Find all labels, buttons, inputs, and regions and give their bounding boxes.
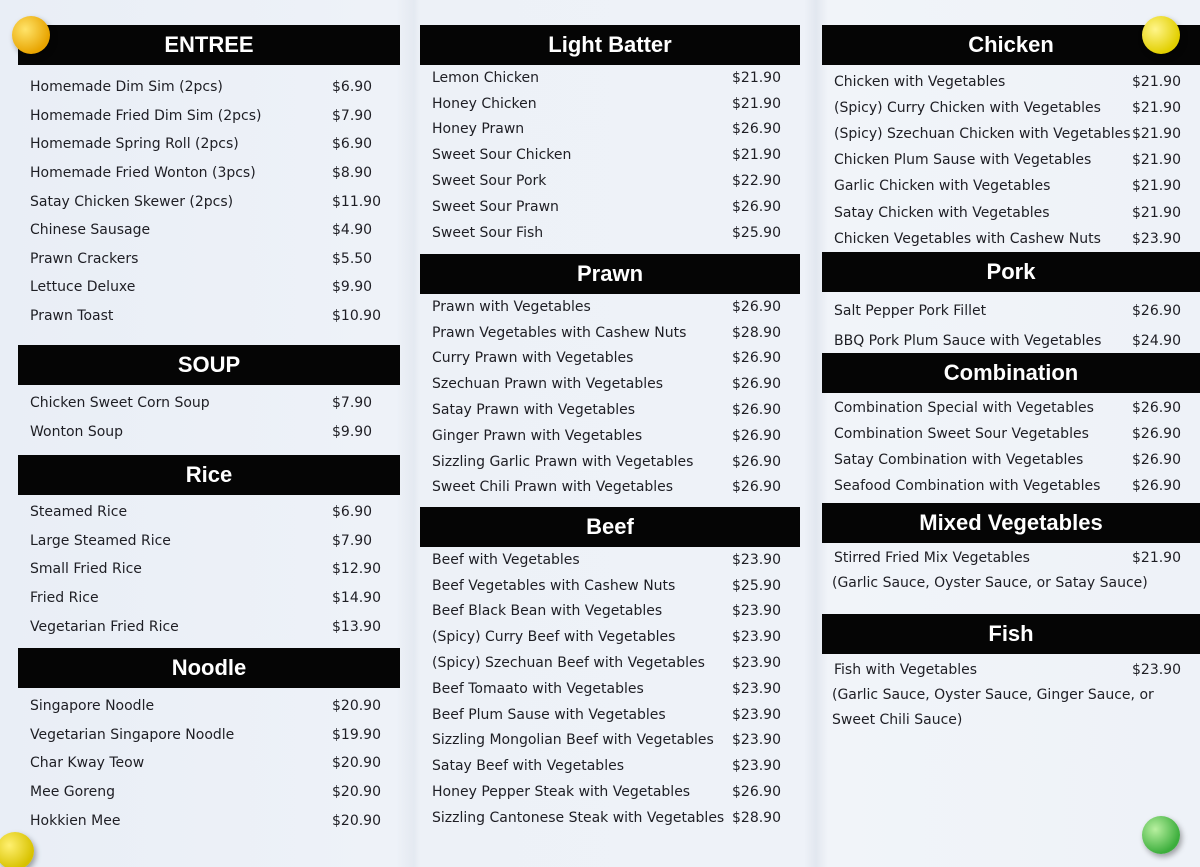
item-price: $20.90 xyxy=(332,698,381,715)
item-name: Beef Tomaato with Vegetables xyxy=(432,680,644,697)
item-price: $21.90 xyxy=(1132,152,1181,169)
item-name: Homemade Dim Sim (2pcs) xyxy=(30,79,223,96)
item-name: Seafood Combination with Vegetables xyxy=(834,478,1101,495)
section-title: Chicken xyxy=(822,25,1200,65)
item-price: $26.90 xyxy=(732,402,781,419)
item-name: Prawn Vegetables with Cashew Nuts xyxy=(432,324,687,341)
item-price: $9.90 xyxy=(332,279,373,296)
item-list xyxy=(18,65,400,330)
item-name: Homemade Fried Dim Sim (2pcs) xyxy=(30,107,262,124)
item-name: Chicken Sweet Corn Soup xyxy=(30,395,210,412)
item-price: $26.90 xyxy=(1132,400,1181,417)
menu-item xyxy=(30,612,394,641)
item-price: $28.90 xyxy=(732,809,781,826)
menu-item xyxy=(432,423,794,449)
section-title: Combination xyxy=(822,353,1200,393)
menu-item xyxy=(30,584,394,613)
item-name: Satay Prawn with Vegetables xyxy=(432,402,636,419)
item-price: $20.90 xyxy=(332,812,381,829)
item-name: Char Kway Teow xyxy=(30,755,145,772)
menu-item xyxy=(834,545,1194,571)
item-price: $5.50 xyxy=(332,250,373,267)
menu-item xyxy=(30,273,394,302)
item-list xyxy=(822,654,1200,683)
item-name: Honey Chicken xyxy=(432,95,537,112)
item-price: $26.90 xyxy=(732,784,781,801)
item-price: $6.90 xyxy=(332,504,373,521)
menu-item xyxy=(432,294,794,320)
item-name: Fried Rice xyxy=(30,590,99,607)
menu-item xyxy=(432,702,794,728)
item-name: Satay Beef with Vegetables xyxy=(432,758,624,775)
menu-item xyxy=(834,147,1194,173)
item-name: Vegetarian Fried Rice xyxy=(30,618,179,635)
item-price: $26.90 xyxy=(1132,478,1181,495)
menu-item xyxy=(834,199,1194,225)
item-name: BBQ Pork Plum Sauce with Vegetables xyxy=(834,333,1102,349)
section-beef xyxy=(420,507,800,831)
item-price: $26.90 xyxy=(732,350,781,367)
item-price: $12.90 xyxy=(332,561,381,578)
sauce-note-line-1: (Garlic Sauce, Oyster Sauce, Ginger Sauce, or xyxy=(832,687,1154,704)
item-name: Sizzling Garlic Prawn with Vegetables xyxy=(432,453,694,470)
item-name: Ginger Prawn with Vegetables xyxy=(432,427,643,444)
item-price: $28.90 xyxy=(732,324,781,341)
item-name: Prawn with Vegetables xyxy=(432,298,591,315)
item-price: $23.90 xyxy=(732,680,781,697)
item-price: $26.90 xyxy=(732,427,781,444)
menu-column-3 xyxy=(822,0,1200,867)
item-name: Chicken Vegetables with Cashew Nuts xyxy=(834,230,1101,247)
menu-item xyxy=(834,173,1194,199)
menu-item xyxy=(30,692,394,721)
menu-item xyxy=(432,650,794,676)
item-name: Honey Prawn xyxy=(432,121,525,138)
item-name: Beef Plum Sause with Vegetables xyxy=(432,706,666,723)
menu-item xyxy=(432,449,794,475)
item-price: $7.90 xyxy=(332,532,373,549)
menu-item xyxy=(432,676,794,702)
item-name: Sweet Sour Pork xyxy=(432,173,547,190)
menu-item xyxy=(432,728,794,754)
item-name: Sizzling Cantonese Steak with Vegetables xyxy=(432,809,725,826)
item-list xyxy=(420,547,800,831)
item-price: $23.90 xyxy=(732,706,781,723)
item-price: $20.90 xyxy=(332,755,381,772)
menu-item xyxy=(834,326,1194,356)
item-price: $6.90 xyxy=(332,79,373,96)
menu-item xyxy=(432,142,794,168)
green-pushpin xyxy=(1142,816,1180,854)
item-list xyxy=(822,65,1200,252)
item-price: $13.90 xyxy=(332,618,381,635)
item-name: Homemade Fried Wonton (3pcs) xyxy=(30,165,256,182)
item-price: $7.90 xyxy=(332,107,373,124)
section-title: Beef xyxy=(420,507,800,547)
menu-item xyxy=(30,302,394,331)
item-price: $26.90 xyxy=(732,298,781,315)
item-list xyxy=(420,294,800,500)
item-name: Beef Vegetables with Cashew Nuts xyxy=(432,577,676,594)
menu-item xyxy=(432,346,794,372)
item-price: $11.90 xyxy=(332,193,381,210)
item-price: $10.90 xyxy=(332,308,381,325)
item-price: $14.90 xyxy=(332,590,381,607)
menu-item xyxy=(834,69,1194,95)
item-price: $26.90 xyxy=(1132,303,1181,319)
section-noodle xyxy=(18,648,400,835)
item-price: $26.90 xyxy=(1132,426,1181,443)
section-title: Mixed Vegetables xyxy=(822,503,1200,543)
menu-item xyxy=(432,805,794,831)
menu-item xyxy=(30,216,394,245)
item-price: $23.90 xyxy=(732,732,781,749)
menu-item xyxy=(30,130,394,159)
menu-item xyxy=(834,296,1194,326)
sauce-note: (Garlic Sauce, Oyster Sauce, or Satay Sauce) xyxy=(832,575,1148,592)
item-list xyxy=(822,292,1200,356)
menu-item xyxy=(30,418,394,447)
menu-item xyxy=(30,389,394,418)
item-name: Hokkien Mee xyxy=(30,812,121,829)
menu-item xyxy=(30,187,394,216)
item-price: $7.90 xyxy=(332,395,373,412)
item-price: $8.90 xyxy=(332,165,373,182)
item-list xyxy=(420,65,800,246)
item-price: $21.90 xyxy=(1132,550,1181,567)
section-chicken xyxy=(822,25,1200,252)
menu-item xyxy=(432,547,794,573)
item-name: Curry Prawn with Vegetables xyxy=(432,350,634,367)
item-price: $19.90 xyxy=(332,726,381,743)
item-price: $26.90 xyxy=(1132,452,1181,469)
menu-item xyxy=(834,395,1194,421)
section-combination xyxy=(822,353,1200,499)
menu-item xyxy=(834,95,1194,121)
menu-item xyxy=(30,555,394,584)
item-name: Garlic Chicken with Vegetables xyxy=(834,178,1051,195)
menu-item xyxy=(432,65,794,91)
menu-item xyxy=(30,527,394,556)
item-name: Szechuan Prawn with Vegetables xyxy=(432,376,664,393)
menu-item xyxy=(432,168,794,194)
item-name: Chicken Plum Sause with Vegetables xyxy=(834,152,1092,169)
menu-item xyxy=(432,91,794,117)
menu-item xyxy=(30,806,394,835)
item-price: $26.90 xyxy=(732,479,781,496)
item-name: Satay Chicken with Vegetables xyxy=(834,204,1050,221)
section-title: Pork xyxy=(822,252,1200,292)
item-price: $21.90 xyxy=(1132,178,1181,195)
item-price: $22.90 xyxy=(732,173,781,190)
item-price: $25.90 xyxy=(732,577,781,594)
item-name: Chicken with Vegetables xyxy=(834,74,1006,91)
item-list xyxy=(18,495,400,641)
item-price: $25.90 xyxy=(732,224,781,241)
menu-item xyxy=(834,447,1194,473)
menu-item xyxy=(834,226,1194,252)
item-name: Beef Black Bean with Vegetables xyxy=(432,603,663,620)
section-fish xyxy=(822,614,1200,733)
item-price: $21.90 xyxy=(1132,126,1181,143)
item-price: $26.90 xyxy=(732,121,781,138)
item-list xyxy=(822,543,1200,571)
item-name: (Spicy) Szechuan Chicken with Vegetables xyxy=(834,126,1131,143)
menu-item xyxy=(30,245,394,274)
section-entree xyxy=(18,25,400,330)
item-price: $6.90 xyxy=(332,136,373,153)
menu-item xyxy=(432,599,794,625)
menu-item xyxy=(432,371,794,397)
menu-item xyxy=(30,498,394,527)
item-price: $23.90 xyxy=(732,629,781,646)
item-price: $23.90 xyxy=(732,655,781,672)
item-name: Wonton Soup xyxy=(30,423,124,440)
section-rice xyxy=(18,455,400,641)
yellow-pushpin xyxy=(0,832,34,867)
item-name: Satay Chicken Skewer (2pcs) xyxy=(30,193,234,210)
sauce-note-line-2: Sweet Chili Sauce) xyxy=(832,712,963,729)
section-mixed-vegetables xyxy=(822,503,1200,596)
item-name: Mee Goreng xyxy=(30,784,115,801)
menu-item xyxy=(30,73,394,102)
item-name: Sweet Sour Prawn xyxy=(432,198,559,215)
section-title: Prawn xyxy=(420,254,800,294)
yellow-pushpin xyxy=(12,16,50,54)
item-name: Prawn Toast xyxy=(30,308,114,325)
item-name: Beef with Vegetables xyxy=(432,551,580,568)
item-name: Honey Pepper Steak with Vegetables xyxy=(432,784,691,801)
item-name: Prawn Crackers xyxy=(30,250,139,267)
item-price: $26.90 xyxy=(732,376,781,393)
item-price: $21.90 xyxy=(732,95,781,112)
item-name: Sizzling Mongolian Beef with Vegetables xyxy=(432,732,714,749)
item-name: Singapore Noodle xyxy=(30,698,155,715)
menu-item xyxy=(834,121,1194,147)
item-name: Satay Combination with Vegetables xyxy=(834,452,1084,469)
menu-item xyxy=(834,421,1194,447)
menu-item xyxy=(432,320,794,346)
menu-column-1 xyxy=(18,0,400,867)
item-price: $23.90 xyxy=(732,603,781,620)
item-name: Lettuce Deluxe xyxy=(30,279,136,296)
item-price: $24.90 xyxy=(1132,333,1181,349)
item-name: (Spicy) Szechuan Beef with Vegetables xyxy=(432,655,705,672)
section-title: Light Batter xyxy=(420,25,800,65)
menu-item xyxy=(432,220,794,246)
item-price: $21.90 xyxy=(1132,204,1181,221)
item-list xyxy=(822,393,1200,499)
item-name: Salt Pepper Pork Fillet xyxy=(834,303,987,319)
item-name: Steamed Rice xyxy=(30,504,128,521)
item-name: Sweet Chili Prawn with Vegetables xyxy=(432,479,674,496)
menu-item xyxy=(30,778,394,807)
item-price: $23.90 xyxy=(1132,230,1181,247)
menu-item xyxy=(432,779,794,805)
section-title: SOUP xyxy=(18,345,400,385)
item-list xyxy=(18,385,400,446)
section-light-batter xyxy=(420,25,800,246)
menu-item xyxy=(30,102,394,131)
item-price: $26.90 xyxy=(732,198,781,215)
section-title: Fish xyxy=(822,614,1200,654)
item-name: Chinese Sausage xyxy=(30,222,151,239)
item-name: Large Steamed Rice xyxy=(30,532,171,549)
yellow-pushpin xyxy=(1142,16,1180,54)
menu-column-2 xyxy=(420,0,800,867)
item-price: $21.90 xyxy=(1132,74,1181,91)
menu-item xyxy=(432,117,794,143)
item-name: Lemon Chicken xyxy=(432,69,540,86)
menu-item xyxy=(30,721,394,750)
item-price: $9.90 xyxy=(332,423,373,440)
item-price: $21.90 xyxy=(732,147,781,164)
item-name: Stirred Fried Mix Vegetables xyxy=(834,550,1030,567)
item-price: $21.90 xyxy=(1132,100,1181,117)
menu-item xyxy=(432,573,794,599)
item-price: $20.90 xyxy=(332,784,381,801)
menu-item xyxy=(432,624,794,650)
item-name: Vegetarian Singapore Noodle xyxy=(30,726,235,743)
menu-item xyxy=(432,194,794,220)
menu-item xyxy=(30,749,394,778)
item-name: (Spicy) Curry Beef with Vegetables xyxy=(432,629,676,646)
item-name: Combination Sweet Sour Vegetables xyxy=(834,426,1089,443)
item-name: Sweet Sour Chicken xyxy=(432,147,572,164)
section-soup xyxy=(18,345,400,446)
item-price: $4.90 xyxy=(332,222,373,239)
menu-item xyxy=(432,753,794,779)
menu-item xyxy=(834,473,1194,499)
menu-item xyxy=(834,657,1194,683)
item-name: Small Fried Rice xyxy=(30,561,142,578)
item-price: $26.90 xyxy=(732,453,781,470)
item-list xyxy=(18,688,400,835)
item-price: $23.90 xyxy=(732,758,781,775)
menu-item xyxy=(432,397,794,423)
item-name: Fish with Vegetables xyxy=(834,662,978,679)
item-price: $21.90 xyxy=(732,69,781,86)
section-title: Noodle xyxy=(18,648,400,688)
section-title: Rice xyxy=(18,455,400,495)
item-name: Combination Special with Vegetables xyxy=(834,400,1094,417)
item-name: Homemade Spring Roll (2pcs) xyxy=(30,136,239,153)
section-prawn xyxy=(420,254,800,500)
item-price: $23.90 xyxy=(732,551,781,568)
menu-item xyxy=(30,159,394,188)
item-name: (Spicy) Curry Chicken with Vegetables xyxy=(834,100,1101,117)
menu-item xyxy=(432,475,794,501)
section-pork xyxy=(822,252,1200,356)
section-title: ENTREE xyxy=(18,25,400,65)
item-price: $23.90 xyxy=(1132,662,1181,679)
item-name: Sweet Sour Fish xyxy=(432,224,544,241)
